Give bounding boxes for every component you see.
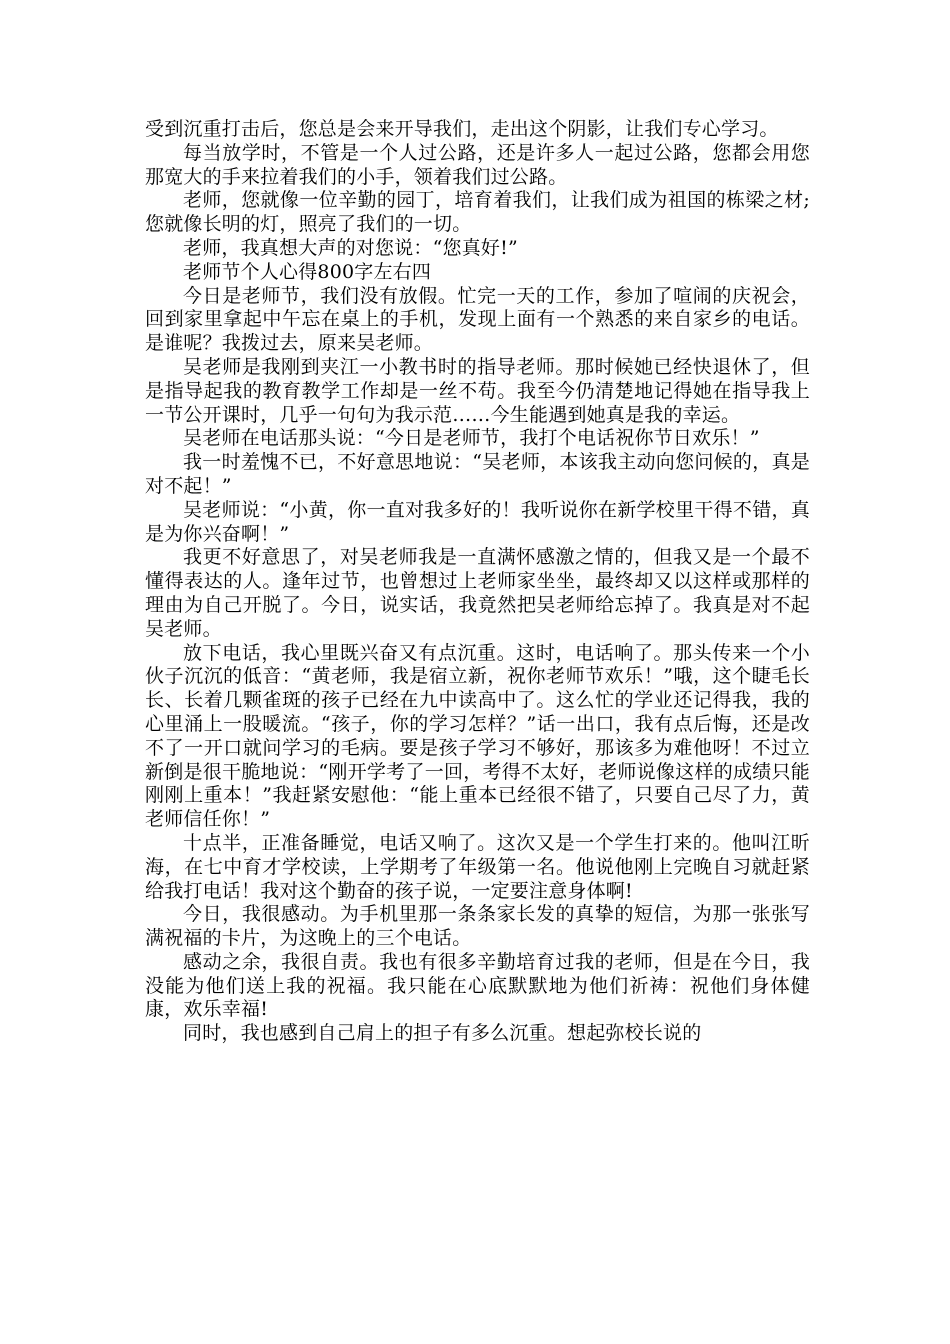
paragraph: 老师，我真想大声的对您说：“您真好!” (183, 236, 518, 259)
paragraph: 放下电话，我心里既兴奋又有点沉重。这时，电话响了。那头传来一个小伙子沉沉的低音：“黄老师，我是宿立新，祝你老师节欢乐！”哦，这个睫毛长长、长着几颗雀斑的孩子已经在九中读高中了。这么忙的学业还记得我，我的心里涌上一股暖流。“孩子，你的学习怎样？”话一出口，我有点后悔，还是改不了一开口就问学习的毛病。要是孩子学习不够好，那该多为难他呀！不过立新倒是很干脆地说：“刚开学考了一回，考得不太好，老师说像这样的成绩只能刚刚上重本！”我赶紧安慰他：“能上重本已经很不错了，只要自己尽了力，黄老师信任你！” (145, 641, 810, 831)
paragraph: 十点半，正准备睡觉，电话又响了。这次又是一个学生打来的。他叫江昕海，在七中育才学校读，上学期考了年级第一名。他说他刚上完晚自习就赶紧给我打电话！我对这个勤奋的孩子说，一定要注意身体啊! (145, 831, 810, 902)
paragraph: 吴老师说：“小黄，你一直对我多好的！我听说你在新学校里干得不错，真是为你兴奋啊！” (145, 498, 810, 545)
paragraph: 我一时羞愧不已，不好意思地说：“吴老师，本该我主动向您问候的，真是对不起！” (145, 451, 810, 497)
paragraph: 吴老师是我刚到夹江一小教书时的指导老师。那时候她已经快退休了，但是指导起我的教育教学工作却是一丝不苟。我至今仍清楚地记得她在指导我上一节公开课时，几乎一句句为我示范……今生能遇到她真是我的幸运。 (145, 355, 810, 426)
paragraph: 受到沉重打击后，您总是会来开导我们，走出这个阴影，让我们专心学习。 (145, 118, 779, 140)
paragraph: 吴老师在电话那头说：“今日是老师节，我打个电话祝你节日欢乐！” (183, 427, 760, 450)
paragraph: 我更不好意思了，对吴老师我是一直满怀感激之情的，但我又是一个最不懂得表达的人。逢年过节，也曾想过上老师家坐坐，最终却又以这样或那样的理由为自己开脱了。今日，说实话，我竟然把吴老师给忘掉了。我真是对不起吴老师。 (145, 546, 810, 640)
section-heading: 老师节个人心得800字左右四 (183, 260, 432, 283)
paragraph: 老师，您就像一位辛勤的园丁，培育着我们，让我们成为祖国的栋梁之材;您就像长明的灯，照亮了我们的一切。 (145, 189, 810, 236)
paragraph: 今日，我很感动。为手机里那一条条家长发的真挚的短信，为那一张张写满祝福的卡片，为这晚上的三个电话。 (145, 903, 810, 950)
document-body (145, 118, 810, 1046)
paragraph: 感动之余，我很自责。我也有很多辛勤培育过我的老师，但是在今日，我没能为他们送上我的祝福。我只能在心底默默地为他们祈祷：祝他们身体健康，欢乐幸福! (145, 950, 810, 1021)
paragraph: 每当放学时，不管是一个人过公路，还是许多人一起过公路，您都会用您那宽大的手来拉着我们的小手，领着我们过公路。 (145, 141, 810, 188)
paragraph: 同时，我也感到自己肩上的担子有多么沉重。想起弥校长说的 (183, 1022, 702, 1045)
paragraph: 今日是老师节，我们没有放假。忙完一天的工作，参加了喧闹的庆祝会，回到家里拿起中午忘在桌上的手机，发现上面有一个熟悉的来自家乡的电话。是谁呢？我拨过去，原来吴老师。 (145, 284, 810, 355)
